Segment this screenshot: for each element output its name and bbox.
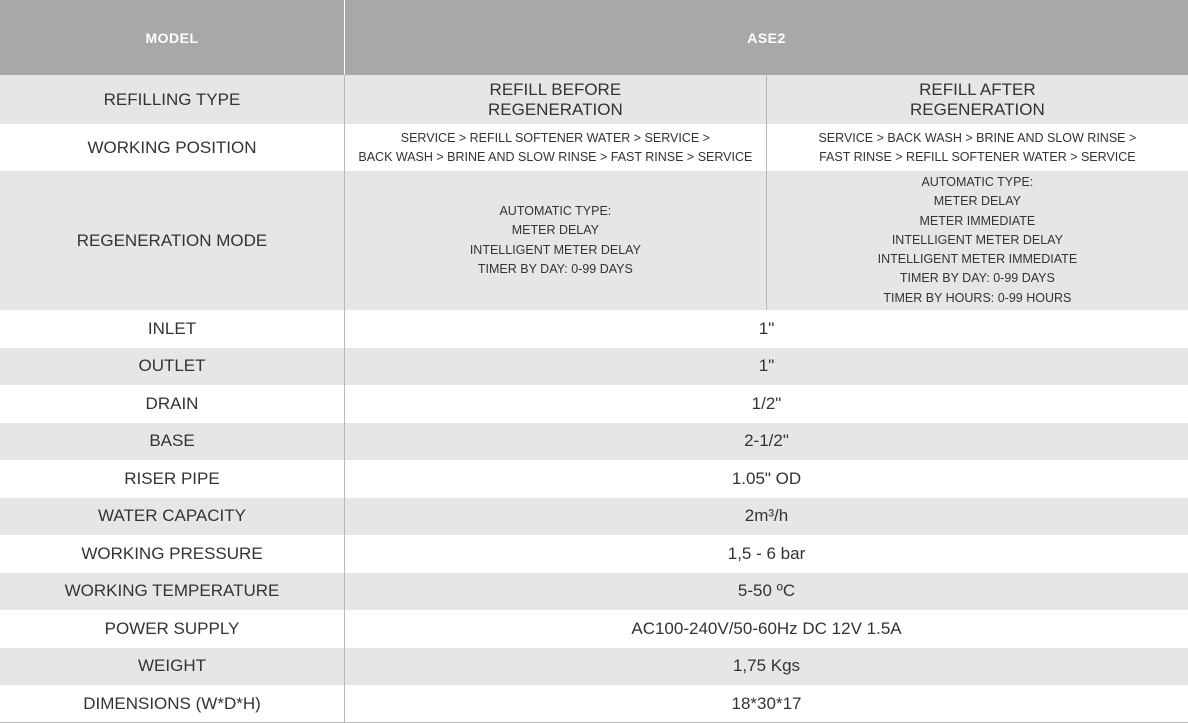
row-value: 2-1/2" (345, 423, 1188, 461)
row-value: AC100-240V/50-60Hz DC 12V 1.5A (345, 610, 1188, 648)
cell-line: INTELLIGENT METER DELAY (345, 241, 766, 260)
model-header-value: ASE2 (345, 0, 1188, 75)
cell-line: METER IMMEDIATE (767, 212, 1188, 231)
row-value: 1" (345, 310, 1188, 348)
row-label: DIMENSIONS (W*D*H) (0, 685, 345, 723)
refill-after-cell (766, 75, 1188, 124)
table-row-drain (0, 385, 1188, 423)
table-row-working-pressure (0, 535, 1188, 573)
cell-line: METER DELAY (767, 192, 1188, 211)
refill-before-cell (345, 75, 767, 124)
row-label: RISER PIPE (0, 460, 345, 498)
row-value: 18*30*17 (345, 685, 1188, 723)
working-position-after-cell (766, 124, 1188, 171)
cell-line: TIMER BY DAY: 0-99 DAYS (345, 260, 766, 279)
table-row-working-temperature (0, 573, 1188, 611)
cell-line: SERVICE > REFILL SOFTENER WATER > SERVICE > (345, 129, 766, 148)
row-label: REFILLING TYPE (0, 75, 345, 124)
row-value: 5-50 ºC (345, 573, 1188, 611)
cell-line: REFILL BEFORE (345, 80, 766, 100)
row-label: WATER CAPACITY (0, 498, 345, 536)
row-value: 2m³/h (345, 498, 1188, 536)
row-value: 1" (345, 348, 1188, 386)
row-label: BASE (0, 423, 345, 461)
row-value: 1,75 Kgs (345, 648, 1188, 686)
row-label: OUTLET (0, 348, 345, 386)
cell-line: BACK WASH > BRINE AND SLOW RINSE > FAST RINSE > SERVICE (345, 148, 766, 167)
table-row-weight (0, 648, 1188, 686)
working-position-before-cell (345, 124, 767, 171)
table-row-inlet (0, 310, 1188, 348)
model-header-label: MODEL (0, 0, 345, 75)
cell-line: REFILL AFTER (767, 80, 1188, 100)
row-label: DRAIN (0, 385, 345, 423)
cell-line: FAST RINSE > REFILL SOFTENER WATER > SERVICE (767, 148, 1188, 167)
regeneration-after-cell (766, 171, 1188, 310)
cell-line: TIMER BY HOURS: 0-99 HOURS (767, 289, 1188, 308)
row-label: INLET (0, 310, 345, 348)
row-value: 1,5 - 6 bar (345, 535, 1188, 573)
cell-line: INTELLIGENT METER DELAY (767, 231, 1188, 250)
cell-line: SERVICE > BACK WASH > BRINE AND SLOW RINSE > (767, 129, 1188, 148)
regeneration-before-cell (345, 171, 767, 310)
cell-line: REGENERATION (345, 100, 766, 120)
header-row (0, 0, 1188, 75)
row-label: REGENERATION MODE (0, 171, 345, 310)
table-row-power-supply (0, 610, 1188, 648)
cell-line: AUTOMATIC TYPE: (767, 173, 1188, 192)
table-row-refilling-type (0, 75, 1188, 124)
row-value: 1.05" OD (345, 460, 1188, 498)
table-row-dimensions (0, 685, 1188, 723)
table-row-working-position (0, 124, 1188, 171)
row-label: POWER SUPPLY (0, 610, 345, 648)
row-label: WORKING POSITION (0, 124, 345, 171)
cell-line: INTELLIGENT METER IMMEDIATE (767, 250, 1188, 269)
cell-line: TIMER BY DAY: 0-99 DAYS (767, 269, 1188, 288)
table-row-regeneration-mode (0, 171, 1188, 310)
table-row-water-capacity (0, 498, 1188, 536)
row-label: WORKING PRESSURE (0, 535, 345, 573)
table-row-riser-pipe (0, 460, 1188, 498)
cell-line: AUTOMATIC TYPE: (345, 202, 766, 221)
table-row-outlet (0, 348, 1188, 386)
row-label: WEIGHT (0, 648, 345, 686)
row-label: WORKING TEMPERATURE (0, 573, 345, 611)
cell-line: REGENERATION (767, 100, 1188, 120)
table-row-base (0, 423, 1188, 461)
cell-line: METER DELAY (345, 221, 766, 240)
row-value: 1/2" (345, 385, 1188, 423)
